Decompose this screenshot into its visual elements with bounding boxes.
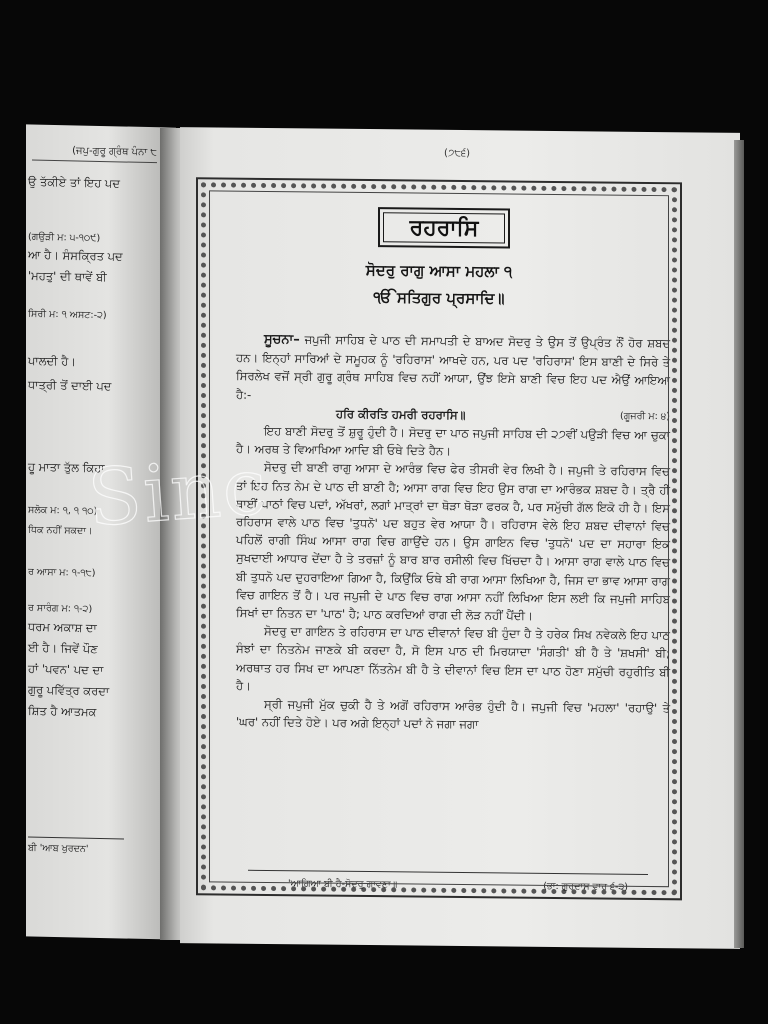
quote-reference: (ਗੂਜਰੀ ਮ: ੪) (620, 410, 670, 423)
notice-paragraph (236, 330, 670, 408)
left-page-line: ਹੂ ਮਾਤਾ ਤੁੱਲ ਕਿਹਾ (28, 459, 105, 476)
footnote-quote: 'ਆਗਿਆ ਬੀ ਹੈ-ਸੋਦਰੁ ਗਾਵਣਾ॥ (288, 878, 398, 891)
footnote-reference: (ਭਾ: ਗੁਰਦਾਸ ਵਾਰ ੬-੩) (543, 880, 628, 893)
body-paragraph: ਸੋਦਰੁ ਦਾ ਗਾਇਨ ਤੇ ਰਹਿਰਾਸ ਦਾ ਪਾਠ ਦੀਵਾਨਾਂ ਵਿਚ ਬੀ ਹੁੰਦਾ ਹੈ ਤੇ ਹਰੇਕ ਸਿਖ ਨਵੇਕਲੇ ਇਹ ਪਾਠ ਸੰਝਾਂ ਦਾ ਨਿਤਨੇਮ ਜਾਣਕੇ ਬੀ ਕਰਦਾ ਹੈ, ਸੋ ਇਸ ਪਾਠ ਦੀ ਮਿਰਯਾਦਾ 'ਸੰਗਤੀ' ਬੀ ਹੈ ਤੇ 'ਸ਼ਖਸੀ' ਬੀ; ਅਰਥਾਤ ਹਰ ਸਿਖ ਦਾ ਆਪਣਾ ਨਿੱਤਨੇਮ ਬੀ ਹੈ ਤੇ ਦੀਵਾਨਾਂ ਵਿਚ ਇਸ ਦਾ ਪਾਠ ਹੋਣਾ ਸਮੁੱਚੀ ਰਹੁਰੀਤਿ ਬੀ ਹੈ। (236, 624, 670, 693)
left-page-header: (ਜਪੁ-ਗੁਰੂ ਗ੍ਰੰਥ ਪੰਨਾ ੮ (32, 145, 157, 164)
left-page-line: ਰ ਆਸਾ ਮ: ੧-੧੮) (28, 566, 96, 579)
title-box (378, 207, 510, 248)
left-page-line: ਧਿਕ ਨਹੀਂ ਸਕਦਾ। (28, 524, 93, 537)
left-page-line: ਧਾਤ੍ਰੀ ਤੋਂ ਦਾਈ ਪਦ (28, 377, 112, 394)
left-page-line: ਧਰਮ ਅਕਾਸ਼ ਦਾ (28, 619, 97, 635)
left-page-line: (ਗਉੜੀ ਮ: ੫-੧੦੯) (28, 231, 101, 244)
left-page-line: ਪਾਲਦੀ ਹੈ। (28, 353, 77, 369)
left-page-line: ਸਿਰੀ ਮ: ੧ ਅਸਟ:-੨) (28, 308, 107, 322)
notice-text: ਜਪੁਜੀ ਸਾਹਿਬ ਦੇ ਪਾਠ ਦੀ ਸਮਾਪਤੀ ਦੇ ਬਾਅਦ ਸੋਦਰੁ ਤੇ ਉਸ ਤੋਂ ਉਪ੍ਰੰਤ ਨੌਂ ਹੋਰ ਸ਼ਬਦ ਹਨ। ਇਨ੍ਹਾਂ ਸਾਰਿਆਂ ਦੇ ਸਮੂਹਕ ਨੂੰ 'ਰਹਿਰਾਸ' ਆਖਦੇ ਹਨ, ਪਰ ਪਦ 'ਰਹਿਰਾਸ' ਇਸ ਬਾਣੀ ਦੇ ਸਿਰੇ ਤੇ ਸਿਰਲੇਖ ਵਜੋਂ ਸ੍ਰੀ ਗੁਰੂ ਗ੍ਰੰਥ ਸਾਹਿਬ ਵਿਚ ਨਹੀਂ ਆਯਾ, ਉਂਝ ਇਸੇ ਬਾਣੀ ਵਿਚ ਇਹ ਪਦ ਐਉਂ ਆਇਆ ਹੈ:- (236, 332, 670, 402)
left-page-line: ਉ ਤੱਕੀਏ ਤਾਂ ਇਹ ਪਦ (28, 174, 120, 191)
ornamental-border (196, 177, 682, 900)
left-page-line: ਹਾਂ 'ਪਵਨ' ਪਦ ਦਾ (28, 661, 104, 678)
left-page-line: ਸਲੋਕ ਮ: ੧, ੧ ੧੦) (28, 504, 98, 517)
left-page-line: ਆ ਹੈ। ਸੰਸਕ੍ਰਿਤ ਪਦ (28, 247, 123, 264)
left-page-footnote: ਬੀ 'ਆਬ ਖੁਰਦਨ' (28, 842, 89, 855)
page-number: (੭੮੬) (444, 147, 470, 160)
footnote (288, 878, 628, 893)
left-page-line: ਈ ਹੈ। ਜਿਵੇਂ ਪੌਣ (28, 640, 98, 656)
page-stack-edge (734, 140, 744, 948)
body-paragraph: ਸੋਦਰੁ ਦੀ ਬਾਣੀ ਰਾਗੁ ਆਸਾ ਦੇ ਆਰੰਭ ਵਿਚ ਫੇਰ ਤੀਸਰੀ ਵੇਰ ਲਿਖੀ ਹੈ। ਜਪੁਜੀ ਤੇ ਰਹਿਰਾਸ ਵਿਚ ਤਾਂ ਇਹ ਨਿਤ ਨੇਮ ਦੇ ਪਾਠ ਦੀ ਬਾਣੀ ਹੈ; ਆਸਾ ਰਾਗ ਵਿਚ ਇਹ ਉਸ ਰਾਗ ਦਾ ਆਰੰਭਕ ਸ਼ਬਦ ਹੈ। ਤ੍ਰੈ ਹੀ ਥਾਈਂ ਪਾਠਾਂ ਵਿਚ ਪਦਾਂ, ਅੱਖਰਾਂ, ਲਗਾਂ ਮਾਤ੍ਰਾਂ ਦਾ ਥੋੜਾ ਥੋੜਾ ਫਰਕ ਹੈ, ਪਰ ਸਮੁੱਚੀ ਗੱਲ ਇਕੋ ਹੀ ਹੈ। ਇਸ ਰਹਿਰਾਸ ਵਾਲੇ ਪਾਠ ਵਿਚ 'ਤੁਧਨੋ' ਪਦ ਬਹੁਤ ਵੇਰ ਆਯਾ ਹੈ। ਰਹਿਰਾਸ ਵੇਲੇ ਇਹ ਸ਼ਬਦ ਦੀਵਾਨਾਂ ਵਿਚ ਪਹਿਲੋਂ ਰਾਗੀ ਸਿੰਘ ਆਸਾ ਰਾਗ ਵਿਚ ਗਾਉਂਦੇ ਹਨ। ਉਸ ਗਾਇਨ ਵਿਚ 'ਤੁਧਨੋ' ਪਦ ਦਾ ਸਹਾਰਾ ਇਕ ਸੁਖਦਾਈ ਆਧਾਰ ਦੇਂਦਾ ਹੈ ਤੇ ਤਰਜ਼ਾਂ ਨੂੰ ਬਾਰ ਬਾਰ ਰਸੀਲੀ ਵਿਚ ਖਿੱਚਦਾ ਹੈ। ਆਸਾ ਰਾਗ ਵਾਲੇ ਪਾਠ ਵਿਚ ਬੀ ਤੁਧਨੋ ਪਦ ਦੁਹਰਾਇਆ ਗਿਆ ਹੈ, ਕਿਉਂਕਿ ਓਥੇ ਬੀ ਰਾਗ ਆਸਾ ਲਿਖਿਆ ਹੈ, ਜਿਸ ਦਾ ਭਾਵ ਆਸਾ ਰਾਗ ਵਿਚ ਗਾਇਨ ਤੋਂ ਹੈ। ਪਰ ਜਪੁਜੀ ਦੇ ਪਾਠ ਵਿਚ ਰਾਗ ਆਸਾ ਨਹੀਂ ਲਿਖਿਆ ਇਸ ਲਈ ਕਿ ਜਪੁਜੀ ਸਾਹਿਬ ਸਿਖਾਂ ਦਾ ਨਿਤਨ ਦਾ 'ਪਾਠ' ਹੈ; ਪਾਠ ਕਰਦਿਆਂ ਰਾਗ ਦੀ ਲੋੜ ਨਹੀਂ ਪੈਂਦੀ। (236, 460, 670, 623)
page-title: ਰਹਰਾਸਿ (409, 214, 479, 241)
left-footer-rule (28, 836, 124, 839)
right-page (180, 127, 740, 949)
left-page-line: ਰ ਸਾਰੰਗ ਮ: ੧-੨) (28, 602, 93, 615)
notice-label: ਸੂਚਨਾ– (264, 331, 300, 348)
section-heading: ਸੋਦਰੁ ਰਾਗੁ ਆਸਾ ਮਹਲਾ ੧ (365, 261, 513, 281)
body-paragraph: ਸ੍ਰੀ ਜਪੁਜੀ ਮੁੱਕ ਚੁਕੀ ਹੈ ਤੇ ਅਗੋਂ ਰਹਿਰਾਸ ਆਰੰਭ ਹੁੰਦੀ ਹੈ। ਜਪੁਜੀ ਵਿਚ 'ਮਹਲਾ' 'ਰਹਾਉ' ਤੇ 'ਘਰ' ਨਹੀਂ ਦਿਤੇ ਹੋਏ। ਪਰ ਅਗੇ ਇਨ੍ਹਾਂ ਪਦਾਂ ਨੇ ਜਗਾ ਜਗਾ (236, 697, 670, 732)
quote-line: ਹਰਿ ਕੀਰਤਿ ਹਮਰੀ ਰਹਰਾਸਿ॥ (336, 406, 466, 422)
left-page-line: 'ਮਹਤੁ' ਦੀ ਥਾਵੇਂ ਬੀ (28, 268, 107, 285)
invocation-heading: ੴ ਸਤਿਗੁਰ ਪ੍ਰਸਾਦਿ॥ (373, 288, 505, 308)
body-text (236, 330, 670, 736)
left-page-line: ਸ਼ਿਤ ਹੈ ਆਤਮਕ (28, 703, 97, 719)
left-page-line: ਗੁਰੂ ਪਵਿੱਤ੍ਰ ਕਰਦਾ (28, 682, 110, 699)
footnote-rule (248, 870, 648, 875)
quote-row (236, 403, 670, 426)
left-page (26, 124, 176, 939)
body-paragraph: ਇਹ ਬਾਣੀ ਸੋਦਰੁ ਤੋਂ ਸ਼ੁਰੂ ਹੁੰਦੀ ਹੈ। ਸੋਦਰੁ ਦਾ ਪਾਠ ਜਪੁਜੀ ਸਾਹਿਬ ਦੀ ੨੭ਵੀਂ ਪਉੜੀ ਵਿਚ ਆ ਚੁਕਾ ਹੈ। ਅਰਥ ਤੇ ਵਿਆਖਿਆ ਆਦਿ ਬੀ ਓਥੇ ਦਿਤੇ ਹੈਨ। (236, 423, 670, 459)
